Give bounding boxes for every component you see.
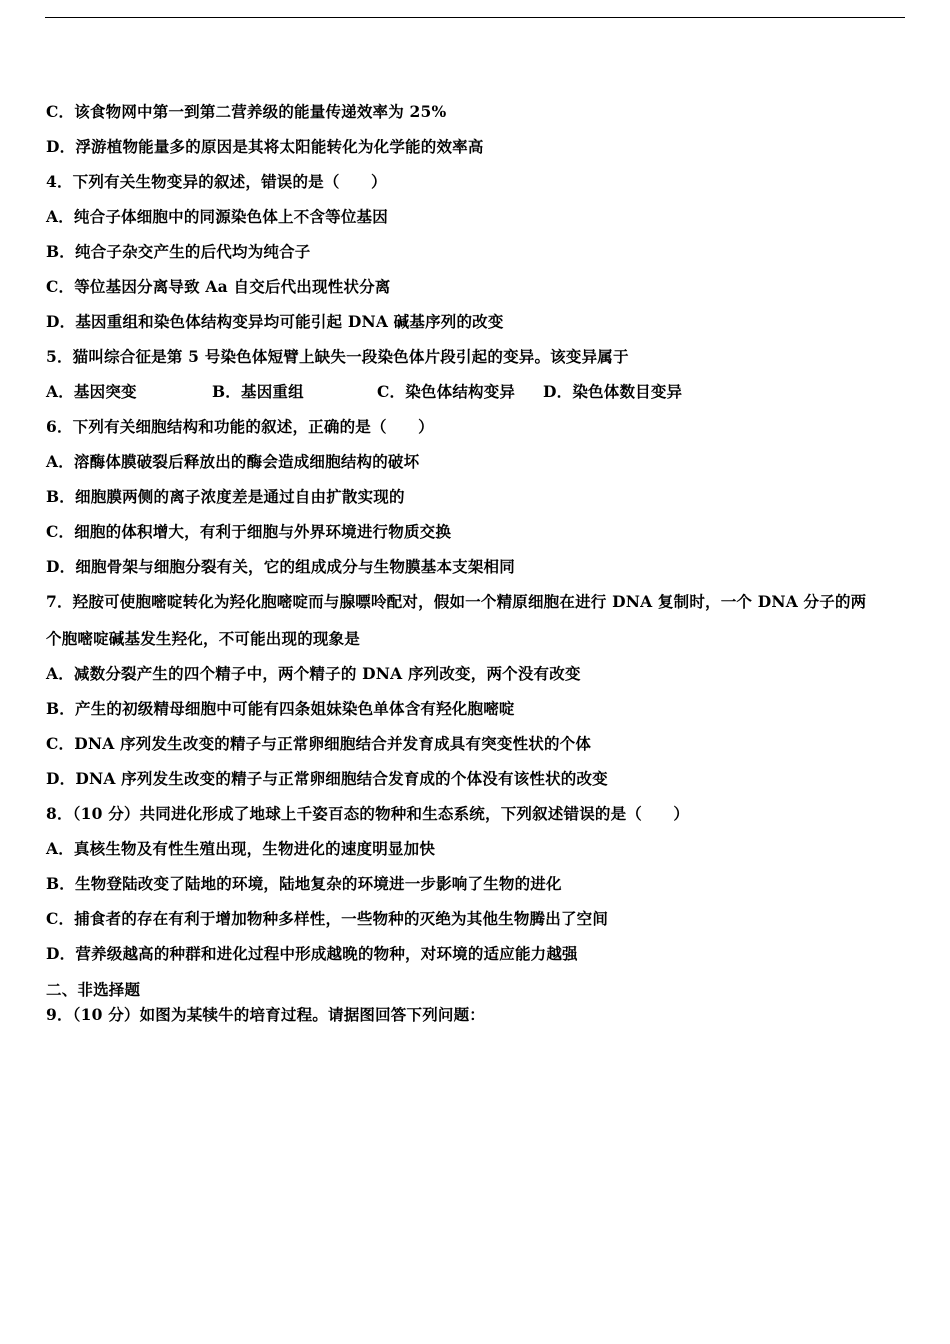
q3-option-d: D．浮游植物能量多的原因是其将太阳能转化为化学能的效率高 <box>46 137 484 156</box>
q8-option-b: B．生物登陆改变了陆地的环境，陆地复杂的环境进一步影响了生物的进化 <box>46 874 562 893</box>
q4-option-c: C．等位基因分离导致 Aa 自交后代出现性状分离 <box>46 277 391 296</box>
q8-option-c: C．捕食者的存在有利于增加物种多样性，一些物种的灭绝为其他生物腾出了空间 <box>46 909 609 928</box>
q8-option-d: D．营养级越高的种群和进化过程中形成越晚的物种，对环境的适应能力越强 <box>46 944 578 963</box>
q9-stem: 9．（10 分）如图为某犊牛的培育过程。请据图回答下列问题： <box>46 1005 486 1024</box>
q7-option-b: B．产生的初级精母细胞中可能有四条姐妹染色单体含有羟化胞嘧啶 <box>46 699 515 718</box>
q5-option-a: A．基因突变 <box>46 382 137 401</box>
q7-stem-line2: 个胞嘧啶碱基发生羟化，不可能出现的现象是 <box>46 629 361 648</box>
q6-stem: 6．下列有关细胞结构和功能的叙述，正确的是（ ） <box>46 417 434 436</box>
q6-option-b: B．细胞膜两侧的离子浓度差是通过自由扩散实现的 <box>46 487 405 506</box>
q7-option-c: C．DNA 序列发生改变的精子与正常卵细胞结合并发育成具有突变性状的个体 <box>46 734 592 753</box>
q4-stem: 4．下列有关生物变异的叙述，错误的是（ ） <box>46 172 387 191</box>
q6-option-a: A．溶酶体膜破裂后释放出的酶会造成细胞结构的破坏 <box>46 452 420 471</box>
q5-option-b: B．基因重组 <box>212 382 304 401</box>
q7-option-d: D．DNA 序列发生改变的精子与正常卵细胞结合发育成的个体没有该性状的改变 <box>46 769 608 788</box>
q5-stem: 5．猫叫综合征是第 5 号染色体短臂上缺失一段染色体片段引起的变异。该变异属于 <box>46 347 629 366</box>
q6-option-d: D．细胞骨架与细胞分裂有关，它的组成成分与生物膜基本支架相同 <box>46 557 515 576</box>
q4-option-d: D．基因重组和染色体结构变异均可能引起 DNA 碱基序列的改变 <box>46 312 504 331</box>
header-rule <box>45 17 905 18</box>
q8-option-a: A．真核生物及有性生殖出现，生物进化的速度明显加快 <box>46 839 436 858</box>
q7-stem-line1: 7．羟胺可使胞嘧啶转化为羟化胞嘧啶而与腺嘌呤配对，假如一个精原细胞在进行 DNA 复制时，一个 DNA 分子的两 <box>46 592 867 611</box>
section-heading-nonchoice: 二、非选择题 <box>46 980 141 999</box>
q3-option-c: C．该食物网中第一到第二营养级的能量传递效率为 25% <box>46 102 447 121</box>
q7-option-a: A．减数分裂产生的四个精子中，两个精子的 DNA 序列改变，两个没有改变 <box>46 664 581 683</box>
q8-stem: 8．（10 分）共同进化形成了地球上千姿百态的物种和生态系统，下列叙述错误的是（ ） <box>46 804 690 823</box>
q5-option-c: C．染色体结构变异 <box>377 382 516 401</box>
q4-option-b: B．纯合子杂交产生的后代均为纯合子 <box>46 242 311 261</box>
q4-option-a: A．纯合子体细胞中的同源染色体上不含等位基因 <box>46 207 388 226</box>
q5-option-d: D．染色体数目变异 <box>543 382 683 401</box>
q6-option-c: C．细胞的体积增大，有利于细胞与外界环境进行物质交换 <box>46 522 452 541</box>
